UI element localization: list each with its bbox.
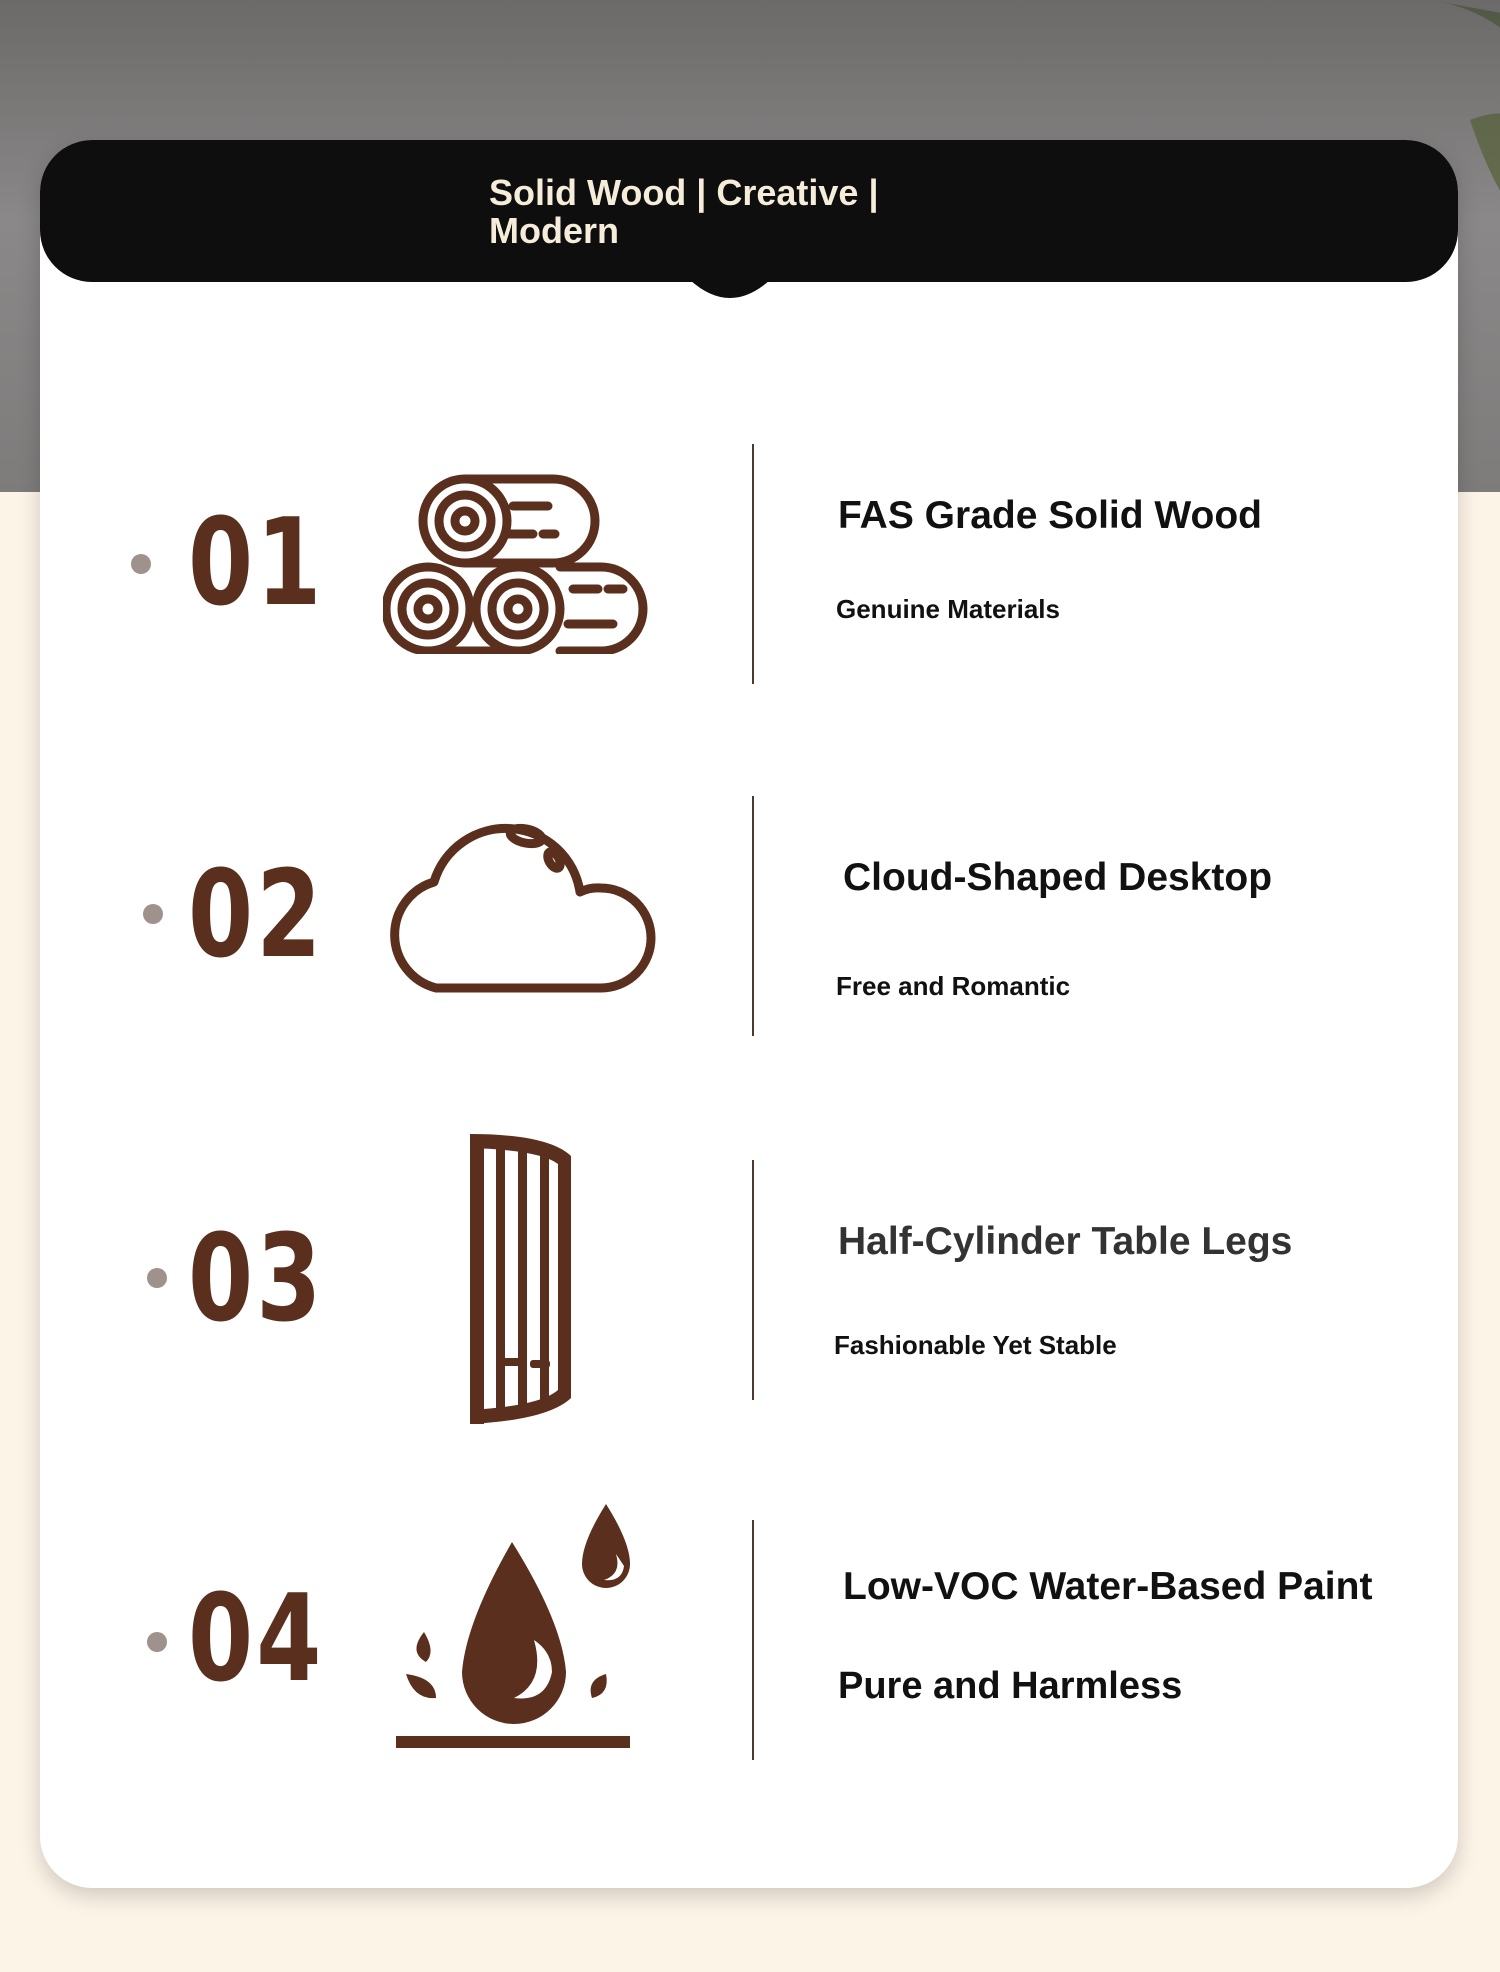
feature-number: 01: [188, 494, 325, 633]
feature-row-2: [40, 796, 1458, 1036]
logs-icon: [383, 464, 663, 654]
divider-line: [752, 1160, 754, 1400]
feature-subtitle: Genuine Materials: [836, 594, 1060, 624]
divider-line: [752, 444, 754, 684]
feature-number: 03: [188, 1210, 325, 1349]
divider-line: [752, 796, 754, 1036]
cloud-icon: [386, 812, 658, 998]
feature-title: Half-Cylinder Table Legs: [838, 1220, 1293, 1263]
feature-title: Cloud-Shaped Desktop: [843, 856, 1273, 899]
feature-title: FAS Grade Solid Wood: [838, 494, 1262, 537]
feature-title: Low-VOC Water-Based Paint: [843, 1565, 1373, 1608]
bullet-dot: [143, 904, 163, 924]
half-cylinder-leg-icon: [458, 1128, 588, 1428]
feature-number: 02: [188, 846, 325, 985]
divider-line: [752, 1520, 754, 1760]
feature-number: 04: [188, 1570, 325, 1709]
bullet-dot: [147, 1632, 167, 1652]
bullet-dot: [131, 554, 151, 574]
header-title: Solid Wood | Creative | Modern: [489, 172, 879, 251]
header-notch: [600, 260, 900, 340]
feature-subtitle: Pure and Harmless: [838, 1665, 1183, 1707]
feature-subtitle: Free and Romantic: [836, 971, 1071, 1001]
feature-row-3: [40, 1160, 1458, 1400]
feature-row-1: [40, 444, 1458, 684]
feature-row-4: [40, 1520, 1458, 1760]
feature-subtitle: Fashionable Yet Stable: [834, 1330, 1117, 1360]
bullet-dot: [147, 1268, 167, 1288]
feature-card: [40, 140, 1458, 1888]
water-drops-icon: [396, 1502, 636, 1752]
